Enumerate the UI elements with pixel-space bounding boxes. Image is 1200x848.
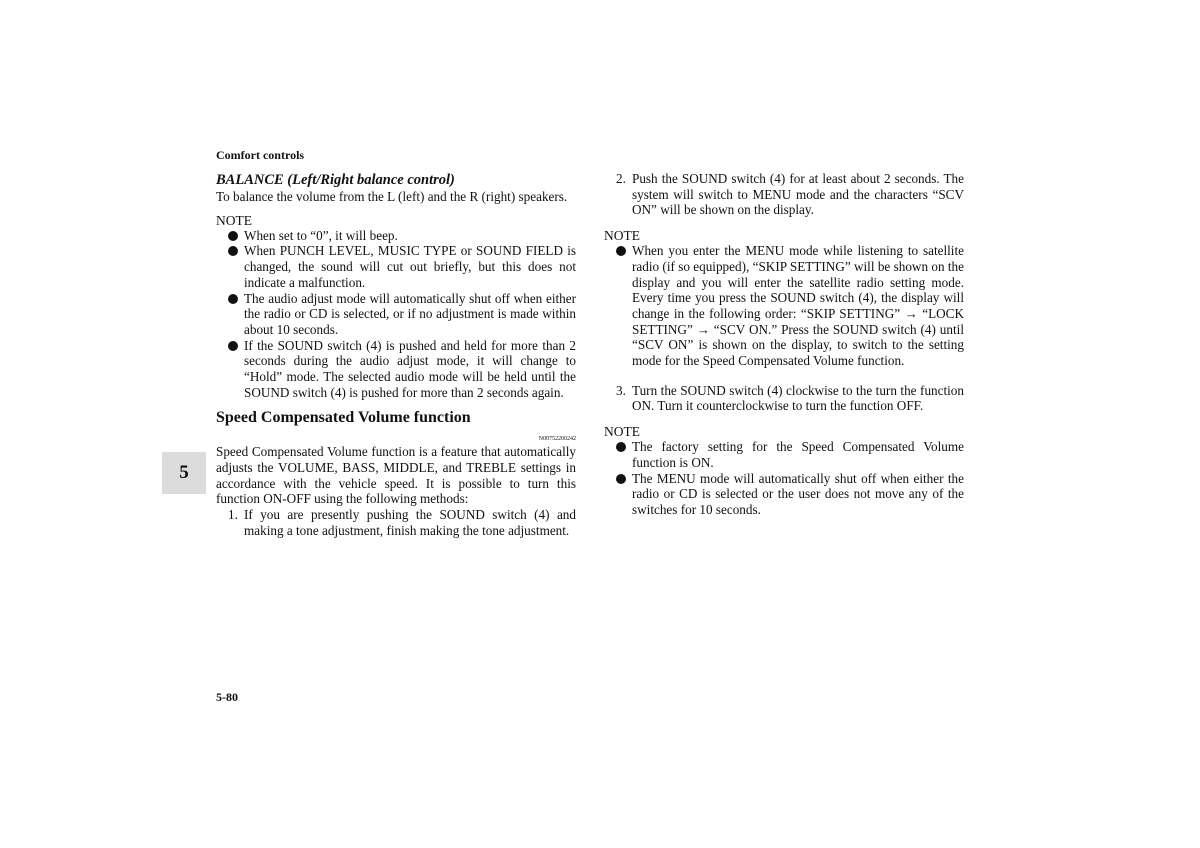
note-item: When set to “0”, it will beep.: [216, 228, 576, 244]
note-item: The MENU mode will automatically shut off when either the radio or CD is selected or the user does not move any of the switches for 10 seconds.: [604, 471, 964, 518]
note-label: NOTE: [216, 212, 252, 228]
bullet-icon: [228, 231, 238, 241]
step-3: [604, 383, 964, 414]
bullet-icon: [228, 341, 238, 351]
left-column: [216, 171, 576, 538]
bullet-icon: [616, 442, 626, 452]
scv-text: Speed Compensated Volume function is a feature that automatically adjusts the VOLUME, BASS, MIDDLE, and TREBLE settings in accordance with the vehicle speed. It is possible to turn this function ON-OFF using the following methods:: [216, 444, 576, 507]
note-list: [604, 439, 964, 518]
step-2: [604, 171, 964, 218]
chapter-tab-label: 5: [179, 462, 189, 483]
step-1: [216, 507, 576, 538]
scv-code-row: [216, 428, 576, 444]
step-number: 2.: [616, 171, 626, 186]
note-item: The audio adjust mode will automatically shut off when either the radio or CD is selected, or if no adjustment is made within about 10 seconds.: [216, 291, 576, 338]
note-item: The factory setting for the Speed Compensated Volume function is ON.: [604, 439, 964, 470]
page-number: 5-80: [216, 690, 238, 704]
note-label: NOTE: [604, 228, 640, 244]
note-item: When you enter the MENU mode while listening to satellite radio (if so equipped), “SKIP SETTING” will be shown on the display and you will enter the satellite radio setting mode. Every time you press the SOUND switch (4), the display will change in the following order: “SKIP SETTING” → “LOCK SETTING” → “SCV ON.” Press the SOUND switch (4) until “SCV ON” is shown on the display, to switch to the setting mode for the Speed Compensated Volume function.: [604, 243, 964, 369]
section-header: Comfort controls: [216, 148, 305, 162]
scv-heading-row: [216, 408, 576, 428]
bullet-icon: [228, 294, 238, 304]
bullet-icon: [616, 246, 626, 256]
right-column: [604, 171, 964, 518]
note-item: When PUNCH LEVEL, MUSIC TYPE or SOUND FIELD is changed, the sound will cut out briefly, but this does not indicate a malfunction.: [216, 243, 576, 290]
step-number: 1.: [228, 506, 238, 522]
note-label: NOTE: [604, 424, 640, 440]
reference-code: N00752200242: [538, 436, 576, 443]
step-number: 3.: [616, 382, 626, 398]
note-list: [604, 243, 964, 369]
step-text: Turn the SOUND switch (4) clockwise to the turn the function ON. Turn it counterclockwise to turn the function OFF.: [632, 382, 964, 414]
bullet-icon: [616, 474, 626, 484]
balance-heading: BALANCE (Left/Right balance control): [216, 172, 455, 188]
bullet-icon: [228, 246, 238, 256]
note-list: [216, 228, 576, 401]
balance-text: To balance the volume from the L (left) and the R (right) speakers.: [216, 189, 568, 204]
step-text: If you are presently pushing the SOUND switch (4) and making a tone adjustment, finish making the tone adjustment.: [244, 506, 576, 538]
step-text: Push the SOUND switch (4) for at least about 2 seconds. The system will switch to MENU mode and the characters “SCV ON” will be shown on the display.: [632, 171, 964, 218]
scv-heading: Speed Compensated Volume function: [216, 409, 471, 427]
chapter-tab: [162, 452, 206, 494]
note-item: If the SOUND switch (4) is pushed and held for more than 2 seconds during the audio adjust mode, it will change to “Hold” mode. The selected audio mode will be held until the SOUND switch (4) is pushed for more than 2 seconds again.: [216, 338, 576, 401]
